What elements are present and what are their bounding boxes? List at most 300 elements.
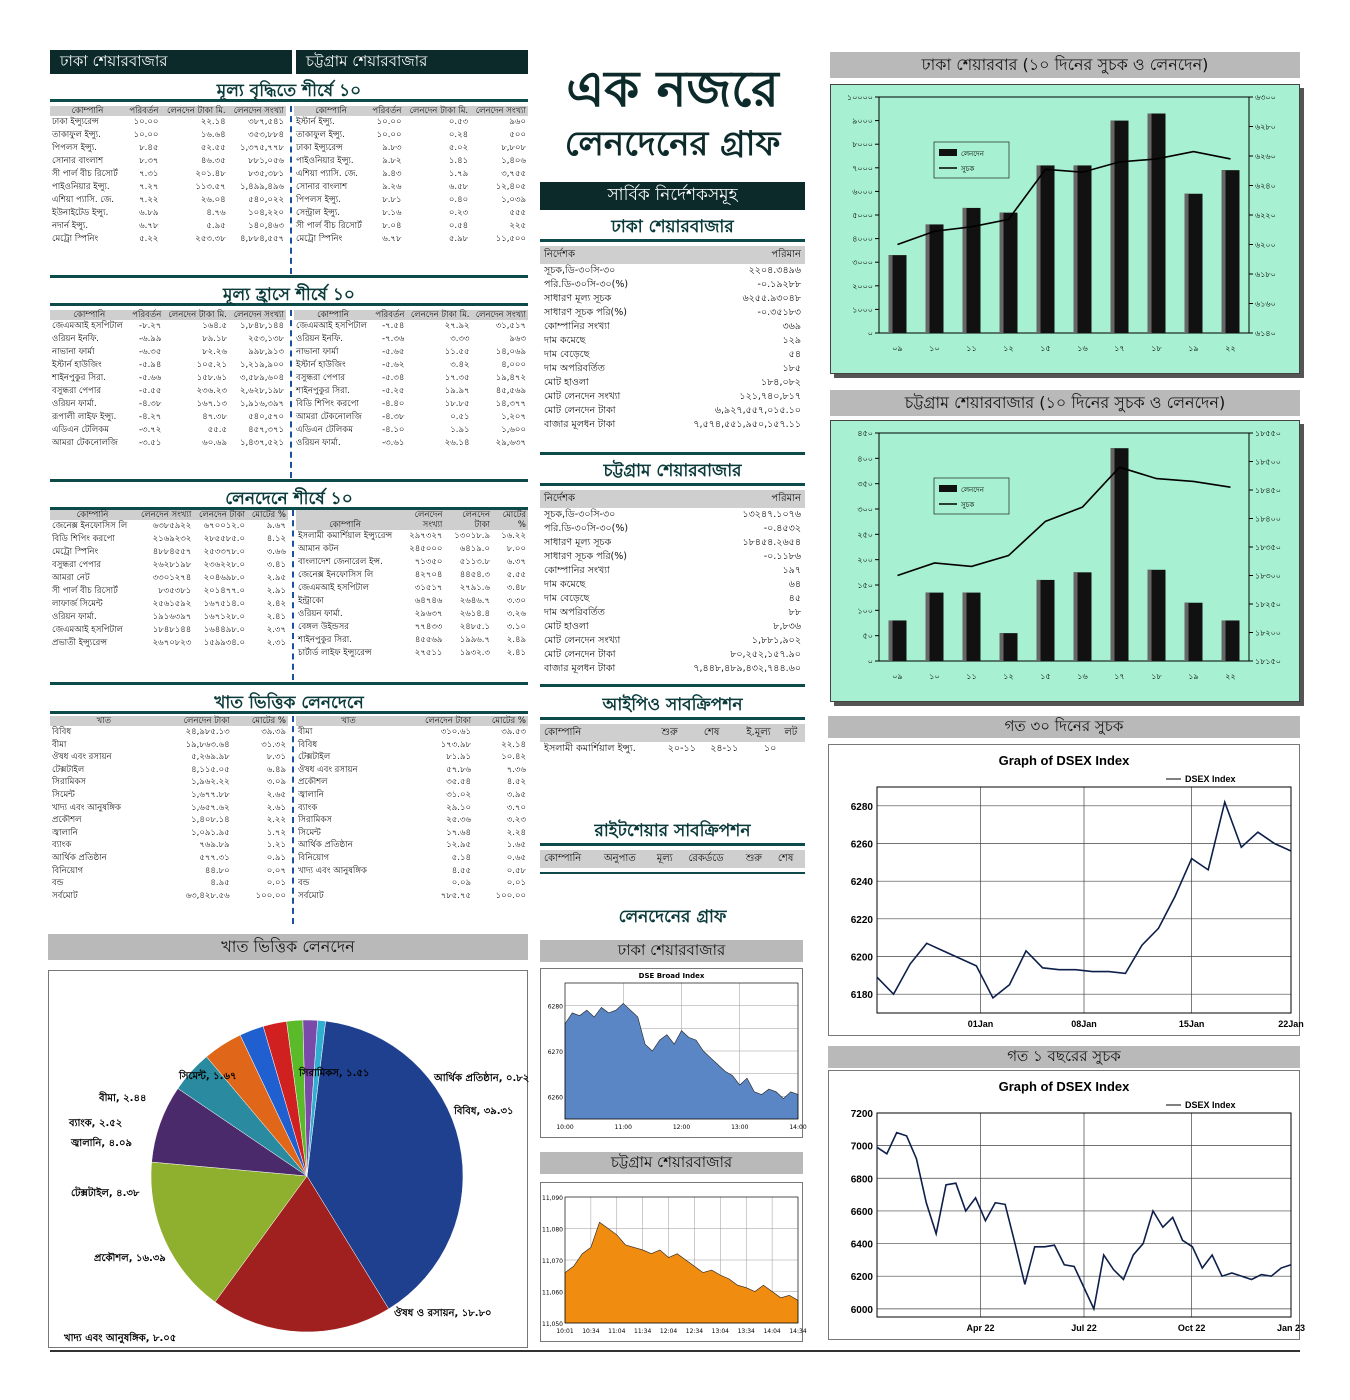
ipo-section bbox=[540, 724, 805, 756]
table-cell: ১০০.০০ bbox=[255, 890, 286, 901]
table-cell: ২৪,৯৮৫.১৩ bbox=[185, 727, 230, 737]
page-title bbox=[540, 58, 805, 168]
table-cell: সাধারণ সূচক পরি(%) bbox=[544, 551, 627, 562]
table-cell: ৮.৩৭ bbox=[139, 156, 159, 166]
x-tick-label: 14:04 bbox=[763, 1328, 781, 1335]
table-row bbox=[294, 181, 528, 194]
table-cell: ৬৪১৯.০ bbox=[459, 544, 491, 554]
bar10-dhaka-header: ঢাকা শেয়ারবার (১০ দিনের সুচক ও লেনদেন) bbox=[830, 52, 1300, 78]
table-row bbox=[296, 595, 528, 608]
table-cell: ৪২৭০৪ bbox=[414, 570, 443, 580]
sector-section bbox=[50, 716, 528, 928]
table-row bbox=[540, 648, 805, 662]
pie-chart bbox=[49, 971, 530, 1347]
table-cell: ১২৯ bbox=[782, 335, 801, 346]
table-cell: সিরামিকস bbox=[52, 777, 86, 788]
table-cell: বন্ড bbox=[298, 878, 310, 889]
table-cell: -৫.২৫ bbox=[382, 386, 405, 396]
table-cell: ২৯,৬৩৭ bbox=[495, 438, 526, 448]
table-row bbox=[540, 278, 805, 292]
table-cell: ১৬৭.১৩ bbox=[196, 399, 227, 409]
table-row bbox=[296, 764, 528, 777]
table-row bbox=[50, 739, 288, 752]
table-cell: জেনেক্স ইনফোসিস লি bbox=[52, 521, 128, 531]
dhaka-header: ঢাকা শেয়ারবাজার bbox=[50, 50, 292, 74]
table-cell: ১৬৪.৫ bbox=[202, 321, 227, 331]
table-cell: ৫.৯৫ bbox=[206, 221, 226, 231]
table-row bbox=[540, 742, 805, 756]
table-cell: ২.২২ bbox=[266, 815, 286, 826]
y-tick-label: ২০০০ bbox=[852, 281, 873, 291]
table-cell: ৭.২২ bbox=[139, 195, 159, 205]
sector-ctg-table bbox=[296, 716, 528, 902]
indices-ctg-title: চট্টগ্রাম শেয়ারবাজার bbox=[540, 458, 805, 486]
table-cell: ০.৫৮ bbox=[506, 865, 526, 876]
table-cell: ৪.৯৫ bbox=[210, 878, 230, 889]
table-cell: এশিয়া প্যাসি. জে. bbox=[52, 195, 115, 205]
table-cell: ২৬২৮১৯৮ bbox=[152, 560, 192, 570]
y2-tick-label: ৬১৪০ bbox=[1255, 329, 1276, 338]
table-cell: ৭.২৭ bbox=[139, 182, 159, 192]
table-cell: ১০ bbox=[764, 743, 777, 754]
table-row bbox=[50, 116, 286, 129]
table-cell: -৩.৫১ bbox=[139, 438, 162, 448]
table-cell: ১১,৫০০ bbox=[495, 234, 526, 244]
table-cell: ১.২১ bbox=[266, 840, 286, 851]
table-cell: জেএমআই হসপিটাল bbox=[296, 321, 367, 331]
dsex1y-chart-box bbox=[828, 1070, 1306, 1340]
table-cell: নাভানা ফার্মা bbox=[296, 347, 339, 357]
table-cell: ৫৫.৫ bbox=[207, 425, 227, 435]
y-tick-label: ৫০ bbox=[862, 631, 873, 641]
table-cell: ২.৯১ bbox=[266, 586, 286, 596]
table-cell: ৩৮৭,৫৪১ bbox=[248, 117, 284, 127]
table-row bbox=[50, 233, 286, 246]
pie-label: বীমা, ২.৪৪ bbox=[99, 1093, 147, 1104]
pie-label: জ্বালানি, ৪.০৯ bbox=[71, 1138, 132, 1149]
title-line1: এক নজরে bbox=[566, 60, 779, 118]
table-cell: আর্থিক প্রতিষ্ঠান bbox=[298, 840, 353, 851]
column-header: মোটের % bbox=[473, 716, 528, 726]
table-cell: ১৯৭ bbox=[782, 565, 801, 576]
table-cell: ৩.৯৫ bbox=[506, 789, 526, 800]
table-row bbox=[540, 404, 805, 418]
table-cell: ১৯,৮৬৩.৬৪ bbox=[185, 739, 230, 750]
table-row bbox=[540, 362, 805, 376]
table-cell: ৯.৮৩ bbox=[382, 143, 402, 153]
table-row bbox=[50, 546, 288, 559]
table-cell: ইসলামী কমার্শিয়াল ইন্স্যুরেন্স bbox=[298, 531, 393, 541]
table-cell: সূচক,ডি-৩০সি-৩০ bbox=[544, 265, 616, 276]
y-tick-label: 7200 bbox=[850, 1109, 873, 1120]
y-tick-label: ৩০০ bbox=[857, 505, 873, 514]
table-cell: ২৭৯১.৬ bbox=[459, 583, 491, 593]
y2-tick-label: ১৮৪০০ bbox=[1255, 514, 1281, 524]
column-header: শেষ bbox=[774, 850, 805, 868]
table-cell: ১৪,৩৭৭ bbox=[495, 399, 526, 409]
table-cell: ০.৫৩ bbox=[448, 117, 469, 127]
x-tick-label: 08Jan bbox=[1071, 1019, 1097, 1029]
table-cell: জেএমআই হসপিটাল bbox=[52, 321, 123, 331]
table-cell: প্রকৌশল bbox=[52, 815, 82, 826]
table-cell: জেএমআই হসপিটাল bbox=[52, 625, 123, 635]
table-cell: ১৬৭১২৮.০ bbox=[203, 612, 246, 622]
x-tick-label: 11:04 bbox=[608, 1328, 626, 1335]
table-cell: এডিএন টেলিকম bbox=[296, 425, 353, 435]
table-cell: -৪.২৭ bbox=[139, 412, 162, 422]
sector-title: খাত ভিত্তিক লেনদেনে bbox=[50, 690, 528, 714]
trade-graph-title: লেনদেনের গ্রাফ bbox=[618, 907, 727, 927]
bar-shade bbox=[1074, 165, 1078, 333]
table-row bbox=[50, 852, 288, 865]
table-cell: ২৫৩৩৭৮.০ bbox=[203, 547, 246, 557]
y2-tick-label: ৬২৬০ bbox=[1255, 152, 1276, 161]
y2-tick-label: ১৮৩০০ bbox=[1255, 571, 1281, 581]
pie-label: টেক্সটাইল, ৪.৩৮ bbox=[71, 1188, 140, 1199]
table-cell: এশিয়া প্যাসি. জে. bbox=[296, 169, 359, 179]
table-row bbox=[50, 598, 288, 611]
area-fill bbox=[565, 1222, 798, 1323]
table-row bbox=[540, 348, 805, 362]
table-cell: ১৩২৪৭.১০৭৬ bbox=[742, 509, 801, 520]
table-cell: বিনিয়োগ bbox=[298, 852, 330, 863]
table-cell: সী পার্ল বীচ রিসোর্ট bbox=[52, 586, 118, 596]
table-row bbox=[50, 411, 286, 424]
trade-dhaka-header: ঢাকা শেয়ারবাজার bbox=[540, 940, 803, 962]
x-tick-label: 14:00 bbox=[789, 1124, 807, 1131]
table-row bbox=[50, 207, 286, 220]
column-header: লেনদেন সংখ্যা bbox=[470, 106, 528, 116]
rights-table bbox=[540, 850, 805, 868]
table-cell: ১৯.৯৭ bbox=[444, 386, 470, 396]
table-cell: ১০.০০ bbox=[376, 130, 402, 140]
table-cell: ৭৮৫.৭৫ bbox=[440, 890, 472, 901]
table-cell: সাধারণ মূল্য সূচক bbox=[544, 293, 612, 304]
column-header: লেনদেন টাকা মি. bbox=[163, 310, 229, 320]
x-tick-label: ১০ bbox=[929, 672, 940, 681]
column-header: লেনদেন সংখ্যা bbox=[394, 510, 444, 530]
column-header: অনুপাত bbox=[600, 850, 653, 868]
column-header: লেনদেন সংখ্যা bbox=[229, 310, 286, 320]
table-cell: ১৭৩.৯৮ bbox=[440, 739, 472, 750]
x-tick-label: ১৬ bbox=[1077, 344, 1088, 353]
table-cell: ওরিয়ন ফার্মা. bbox=[52, 612, 97, 622]
table-cell: ৮.৮১ bbox=[382, 195, 402, 205]
table-cell: ৪৪৫৪.৩ bbox=[459, 570, 491, 580]
table-cell: ২২.১৪ bbox=[200, 117, 226, 127]
table-cell: ৫৪ bbox=[788, 349, 801, 360]
y2-tick-label: ১৮২৫০ bbox=[1255, 600, 1281, 609]
table-row bbox=[294, 346, 528, 359]
table-cell: -৩.৭২ bbox=[138, 425, 162, 435]
table-cell: নাভানা ফার্মা bbox=[52, 347, 95, 357]
table-cell: -৪.৩৮ bbox=[382, 412, 405, 422]
table-row bbox=[50, 142, 286, 155]
table-cell: -৫.৬৬ bbox=[139, 373, 162, 383]
table-row bbox=[50, 776, 288, 789]
cse-chart bbox=[541, 1183, 807, 1341]
column-header: পরিবর্তন bbox=[129, 310, 164, 320]
table-row bbox=[296, 827, 528, 840]
table-cell: শাইনপুকুর সিরা. bbox=[298, 635, 352, 645]
table-cell: ৭৭৪৩৩ bbox=[414, 622, 443, 632]
y-tick-label: ৭০০০ bbox=[852, 163, 873, 173]
table-cell: -৬.৩৫ bbox=[139, 347, 162, 357]
table-cell: ১,৯১৬,৩৯৭ bbox=[239, 399, 284, 409]
table-cell: ২৫.৩৬ bbox=[446, 815, 472, 826]
table-cell: ৪৪.৮০ bbox=[204, 865, 230, 876]
table-row bbox=[294, 411, 528, 424]
y-tick-label: ৯০০০ bbox=[852, 116, 873, 126]
table-cell: ০.৯১ bbox=[266, 852, 286, 863]
x-tick-label: ০৯ bbox=[892, 344, 903, 353]
table-cell: ৮০,২৫২,১৫৭.৯০ bbox=[730, 649, 801, 660]
table-row bbox=[296, 814, 528, 827]
pie-label: প্রকৌশল, ১৬.৩৯ bbox=[94, 1253, 166, 1264]
table-cell: ব্যাংক bbox=[298, 802, 318, 813]
table-cell: ৩.১০ bbox=[506, 622, 526, 632]
y-tick-label: ১৫০ bbox=[857, 581, 873, 590]
table-cell: ৪.৫৫ bbox=[451, 865, 472, 876]
bar-shade bbox=[963, 593, 967, 661]
table-row bbox=[540, 634, 805, 648]
x-tick-label: 10:00 bbox=[556, 1124, 574, 1131]
table-row bbox=[296, 634, 528, 647]
table-cell: ইস্টার্ন হাউজিং bbox=[296, 360, 346, 370]
y-tick-label: ০ bbox=[867, 329, 873, 338]
y-tick-label: ২০০ bbox=[857, 555, 873, 565]
table-row bbox=[296, 608, 528, 621]
x-tick-label: ১২ bbox=[1003, 344, 1014, 353]
y-tick-label: ৪০০ bbox=[857, 454, 873, 464]
table-cell: ১.৪১ bbox=[448, 156, 469, 166]
column-header: কোম্পানি bbox=[294, 106, 368, 116]
table-cell: ৬৪ bbox=[788, 579, 801, 590]
table-cell: ১৮৪৫৪.২৬৫৪ bbox=[742, 537, 801, 548]
column-header: লেনদেন সংখ্যা bbox=[228, 106, 286, 116]
table-cell: লাফার্জ সিমেন্ট bbox=[52, 599, 103, 609]
x-tick-label: 10:01 bbox=[556, 1328, 574, 1335]
pie-label: খাদ্য এবং আনুষঙ্গিক, ৮.০৫ bbox=[64, 1333, 177, 1344]
table-cell: ৮.৪৫ bbox=[139, 143, 159, 153]
table-row bbox=[294, 359, 528, 372]
table-cell: ২০৪৬৯৮.০ bbox=[203, 573, 246, 583]
table-cell: -৪.১০ bbox=[382, 425, 405, 435]
table-cell: ২,৬২৮,১৯৮ bbox=[239, 386, 284, 396]
dse-broad-chart bbox=[541, 969, 807, 1137]
table-cell: ০.৪০ bbox=[448, 195, 469, 205]
table-cell: ৭৬৯.৮৯ bbox=[199, 840, 230, 851]
rule bbox=[540, 452, 805, 455]
table-cell: ঔষধ এবং রসায়ন bbox=[52, 752, 112, 763]
table-cell: ১,৬৫৭.৬২ bbox=[191, 802, 230, 813]
column-divider bbox=[292, 510, 294, 680]
y-tick-label: 7000 bbox=[850, 1141, 873, 1153]
table-row bbox=[296, 789, 528, 802]
table-cell: ৫৫৫ bbox=[509, 208, 526, 218]
table-cell: ২৬১৪.৪ bbox=[459, 609, 491, 619]
y2-tick-label: ১৮৪৫০ bbox=[1255, 486, 1281, 495]
table-cell: ৮.০৪ bbox=[382, 221, 402, 231]
table-cell: ১,৪০৬ bbox=[501, 156, 526, 166]
table-cell: ওরিয়ন ইনফি. bbox=[296, 334, 343, 344]
table-row bbox=[50, 637, 288, 650]
ipo-table bbox=[540, 724, 805, 756]
y2-tick-label: ১৮১৫০ bbox=[1255, 657, 1281, 666]
table-cell: ১,৯৬২.২২ bbox=[191, 777, 230, 788]
legend-bar-label: লেনদেন bbox=[961, 150, 984, 158]
table-row bbox=[294, 207, 528, 220]
table-row bbox=[50, 129, 286, 142]
chart-title: Graph of DSEX Index bbox=[998, 753, 1130, 768]
bar-shade bbox=[926, 224, 930, 333]
table-cell: ০.০৯ bbox=[451, 878, 472, 889]
table-row bbox=[50, 802, 288, 815]
x-tick-label: ১২ bbox=[1003, 672, 1014, 681]
table-cell: ২৬.১৪ bbox=[444, 438, 470, 448]
y2-tick-label: ১৮২০০ bbox=[1255, 628, 1281, 638]
y-tick-label: 6600 bbox=[850, 1206, 873, 1218]
table-row bbox=[540, 662, 805, 676]
bar-shade bbox=[1185, 603, 1189, 661]
table-cell: ৩.২৩ bbox=[506, 815, 526, 826]
table-cell: ৯.২৬ bbox=[382, 182, 402, 192]
table-row bbox=[50, 437, 286, 450]
table-cell: ১,৪৯৯,৪৯৬ bbox=[239, 182, 284, 192]
table-cell: -৩.৬১ bbox=[382, 438, 405, 448]
y-tick-label: ১০০০০ bbox=[847, 93, 873, 102]
table-cell: ওরিয়ন ফার্মা. bbox=[298, 609, 343, 619]
legend-bar-swatch bbox=[939, 485, 957, 492]
table-cell: ঢাকা ইন্স্যুরেন্স bbox=[52, 117, 99, 127]
table-cell: -০.৩৫১৮৩ bbox=[757, 307, 801, 318]
pie-label: সিমেন্ট, ১.৬৭ bbox=[179, 1071, 237, 1082]
table-cell: আমরা টেকনোলজি bbox=[296, 412, 362, 422]
table-cell: পিপলস ইন্স্যু. bbox=[296, 195, 341, 205]
bar-shade bbox=[1037, 580, 1041, 661]
table-cell: ৬.৫৮ bbox=[448, 182, 469, 192]
table-row bbox=[540, 606, 805, 620]
table-cell: ৫৭.৮৬ bbox=[446, 764, 472, 775]
table-cell: সর্বমোট bbox=[298, 890, 324, 901]
table-cell: -৪.৪০ bbox=[382, 399, 405, 409]
y-tick-label: ১০০ bbox=[857, 606, 873, 616]
table-row bbox=[294, 424, 528, 437]
table-cell: ১২১,৭৪০,৮১৭ bbox=[739, 391, 801, 402]
table-cell: ১৫৮.৬১ bbox=[196, 373, 227, 383]
y2-tick-label: ৬১৮০ bbox=[1255, 270, 1276, 279]
turnover-dhaka-table bbox=[50, 510, 288, 650]
pie-label: ব্যাংক, ২.৫২ bbox=[69, 1118, 123, 1129]
bar-shade bbox=[1037, 165, 1041, 333]
table-cell: জেনেক্স ইনফোসিস লি bbox=[298, 570, 374, 580]
table-cell: ৩১৫১৭ bbox=[414, 583, 443, 593]
table-cell: ৯৬০ bbox=[509, 117, 526, 127]
table-row bbox=[294, 437, 528, 450]
table-cell: দাম অপরিবর্তিত bbox=[544, 363, 605, 374]
table-cell: ২৬৭০৮২৩ bbox=[152, 638, 192, 648]
table-row bbox=[50, 194, 286, 207]
legend-line-label: সুচক bbox=[961, 165, 975, 173]
table-row bbox=[296, 852, 528, 865]
table-cell: সী পার্ল বীচ রিসোর্ট bbox=[296, 221, 362, 231]
table-cell: বসুন্ধরা পেপার bbox=[52, 386, 102, 396]
table-row bbox=[50, 827, 288, 840]
rights-title: রাইটশেয়ার সাবক্রিপশন bbox=[540, 818, 805, 846]
table-cell: -০.১৯২৮৮ bbox=[757, 279, 801, 290]
column-header: পরিবর্তন bbox=[125, 106, 161, 116]
table-cell: -৭.৩৬ bbox=[382, 334, 405, 344]
column-header: লেনদেন টাকা bbox=[158, 716, 232, 726]
table-cell: ২৩৬২২৮.০ bbox=[203, 560, 246, 570]
table-cell: ০.৬৫ bbox=[506, 852, 526, 863]
table-cell: ৬৪৭৪৬ bbox=[414, 596, 443, 606]
indices-dhaka-table bbox=[540, 246, 805, 432]
table-cell: ওরিয়ন ফার্মা. bbox=[52, 399, 97, 409]
table-cell: বিডি শিপিং করপো bbox=[52, 534, 115, 544]
indices-dhaka-title: ঢাকা শেয়ারবাজার bbox=[540, 214, 805, 242]
table-cell: মোট লেনদেন টাকা bbox=[544, 649, 616, 660]
table-row bbox=[50, 220, 286, 233]
table-cell: ১৬.৬৪ bbox=[200, 130, 226, 140]
table-cell: সাধারণ মূল্য সূচক bbox=[544, 537, 612, 548]
table-cell: ৬৩,৪২৮.৫৬ bbox=[185, 890, 230, 901]
table-cell: ১২,৪০৫ bbox=[495, 182, 526, 192]
table-cell: ০.৫৪ bbox=[448, 221, 469, 231]
table-cell: ১,৬০০ bbox=[501, 425, 526, 435]
table-cell: ১৭.৩৫ bbox=[444, 373, 470, 383]
table-cell: সেন্ট্রাল ইন্স্যু. bbox=[296, 208, 340, 218]
table-cell: ২১৬৯২৩২ bbox=[152, 534, 192, 544]
table-cell: বসুন্ধরা পেপার bbox=[296, 373, 346, 383]
table-cell: আমান কটন bbox=[298, 544, 339, 554]
table-cell: বীমা bbox=[298, 727, 313, 737]
rule bbox=[540, 684, 805, 687]
dsex30-chart bbox=[829, 745, 1304, 1035]
table-cell: মোট লেনদেন টাকা bbox=[544, 405, 616, 416]
table-cell: ২.২৪ bbox=[506, 827, 526, 838]
table-cell: সিরামিকস bbox=[298, 815, 332, 826]
table-cell: ২.৩১ bbox=[266, 638, 286, 648]
y-tick-label: ১০০০ bbox=[852, 305, 873, 315]
column-header: পরিমান bbox=[658, 246, 806, 264]
table-cell: ১৬৭৫১৪.০ bbox=[203, 599, 246, 609]
column-divider bbox=[290, 310, 292, 478]
trade-ctg-header: চট্টগ্রাম শেয়ারবাজার bbox=[540, 1152, 803, 1174]
table-cell: ২.৪১ bbox=[506, 648, 526, 658]
pie-label: আর্থিক প্রতিষ্ঠান, ০.৮২ bbox=[434, 1073, 530, 1084]
bar-shade bbox=[1185, 194, 1189, 333]
table-cell: শাইনপুকুর সিরা. bbox=[296, 386, 350, 396]
table-cell: ২৪৮৫.১ bbox=[459, 622, 491, 632]
x-tick-label: Apr 22 bbox=[966, 1323, 995, 1333]
table-row bbox=[540, 550, 805, 564]
y-tick-label: 11,080 bbox=[542, 1226, 563, 1234]
table-cell: ৮৮ bbox=[788, 607, 801, 618]
x-tick-label: ১০ bbox=[929, 344, 940, 353]
table-cell: ৬৩৮৫৯২২ bbox=[152, 521, 192, 531]
table-row bbox=[50, 168, 286, 181]
table-row bbox=[540, 564, 805, 578]
table-cell: ৬৭০০১২.০ bbox=[203, 521, 246, 531]
column-header: নির্দেশক bbox=[540, 246, 658, 264]
table-cell: ৪.৫২ bbox=[506, 777, 526, 788]
table-cell: ২০-১১ bbox=[667, 743, 696, 754]
y-tick-label: 6280 bbox=[850, 801, 873, 813]
table-cell: ২০১.৪৮ bbox=[195, 169, 226, 179]
table-cell: ১,৮৪৮,১৪৪ bbox=[239, 321, 284, 331]
losers-title: মূল্য হ্রাসে শীর্ষে ১০ bbox=[50, 282, 528, 306]
